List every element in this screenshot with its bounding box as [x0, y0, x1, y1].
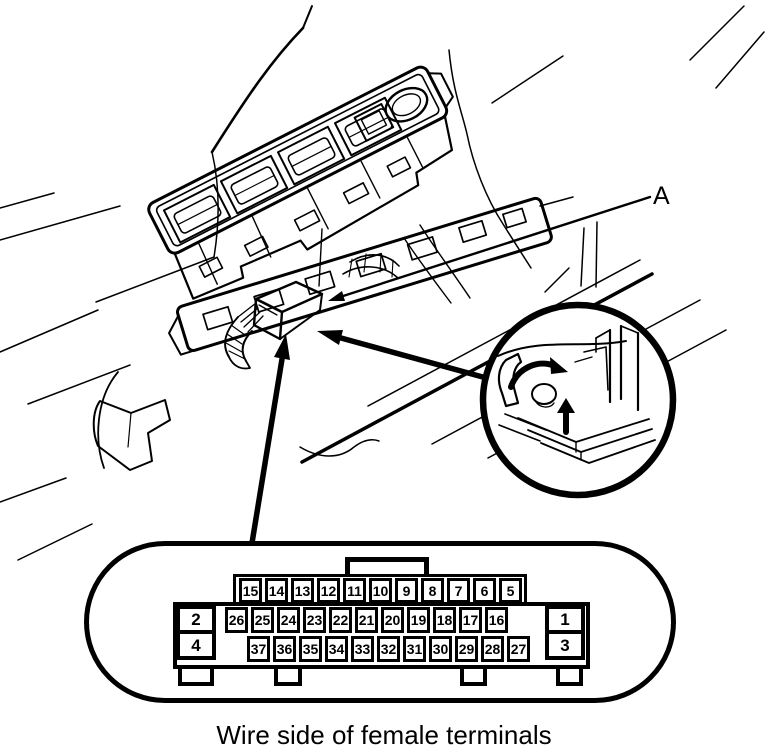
release-lever-detail-inset — [483, 305, 673, 495]
pin-cell-37: 37 — [247, 636, 270, 662]
pin-cell-7: 7 — [447, 578, 470, 603]
pin-cell-11: 11 — [343, 578, 366, 603]
pin-cell-30: 30 — [429, 636, 452, 662]
wire-loom — [225, 254, 399, 369]
pin-cell-27: 27 — [507, 636, 530, 662]
pin-cell-5: 5 — [499, 578, 522, 603]
leader-arrowhead-icon — [328, 291, 345, 301]
pin-cell-15: 15 — [239, 578, 262, 603]
pin-cell-9: 9 — [395, 578, 418, 603]
pin-cell-4: 4 — [176, 630, 216, 660]
pin-cell-12: 12 — [317, 578, 340, 603]
pin-cell-36: 36 — [273, 636, 296, 662]
pin-cell-1: 1 — [545, 605, 585, 634]
pin-cell-21: 21 — [355, 607, 378, 633]
door-bracket — [94, 400, 170, 470]
figure-caption: Wire side of female terminals — [216, 720, 552, 750]
pin-cell-25: 25 — [251, 607, 274, 633]
pin-cell-19: 19 — [407, 607, 430, 633]
power-window-switch-assembly — [146, 59, 485, 305]
pin-cell-18: 18 — [433, 607, 456, 633]
pin-cell-2: 2 — [176, 605, 216, 634]
pin-cell-16: 16 — [485, 607, 508, 633]
pin-cell-6: 6 — [473, 578, 496, 603]
pin-cell-10: 10 — [369, 578, 392, 603]
pointer-arrow-from-pinout — [252, 334, 290, 543]
pin-cell-32: 32 — [377, 636, 400, 662]
pin-cell-20: 20 — [381, 607, 404, 633]
pin-cell-35: 35 — [299, 636, 322, 662]
pin-cell-22: 22 — [329, 607, 352, 633]
pin-cell-23: 23 — [303, 607, 326, 633]
callout-a — [328, 182, 670, 301]
pin-cell-28: 28 — [481, 636, 504, 662]
connector-pinout-diagram — [84, 541, 676, 703]
pin-cell-26: 26 — [225, 607, 248, 633]
pin-cell-33: 33 — [351, 636, 374, 662]
pin-cell-34: 34 — [325, 636, 348, 662]
pin-cell-29: 29 — [455, 636, 478, 662]
pin-cell-3: 3 — [545, 630, 585, 660]
pin-cell-8: 8 — [421, 578, 444, 603]
pin-cell-14: 14 — [265, 578, 288, 603]
pin-cell-17: 17 — [459, 607, 482, 633]
callout-a-label: A — [653, 182, 670, 210]
pin-cell-13: 13 — [291, 578, 314, 603]
pointer-arrowhead-icon — [317, 330, 343, 345]
pin-cell-31: 31 — [403, 636, 426, 662]
pin-cell-24: 24 — [277, 607, 300, 633]
